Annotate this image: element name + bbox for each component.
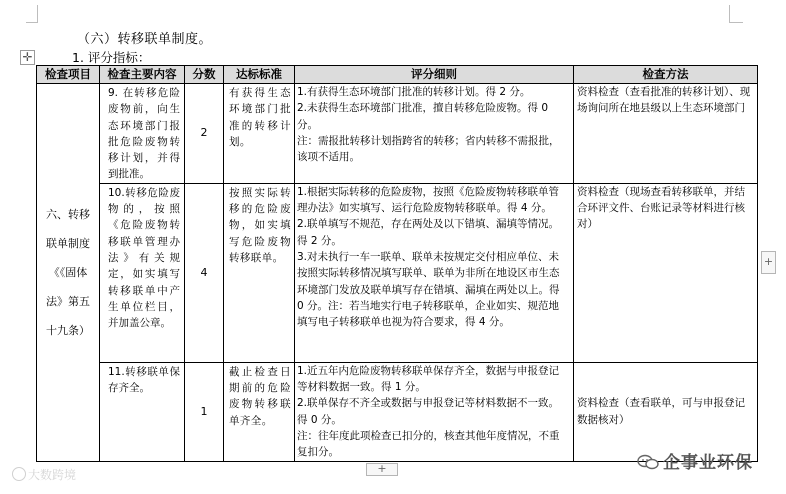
wechat-icon: [637, 454, 659, 470]
crop-mark-top-right: [729, 5, 743, 23]
brand-watermark: [12, 466, 76, 483]
standard-cell: 截止检查日期前的危险废物转移联单齐全。: [224, 362, 295, 461]
table-row: [37, 84, 758, 184]
section-title: （六）转移联单制度。: [77, 32, 213, 47]
rule-line: 2.未获得生态环境部门批准，擅自转移危险废物。得 0 分。: [297, 102, 549, 131]
header-check-item: 检查项目: [37, 66, 100, 84]
crop-mark-top-left: [26, 5, 38, 23]
score-cell: 1: [185, 362, 224, 461]
scoring-rules-cell: [295, 362, 574, 461]
scoring-table: [36, 65, 758, 462]
score-cell: 2: [185, 84, 224, 184]
wechat-watermark: [637, 448, 753, 473]
header-check-method: 检查方法: [574, 66, 758, 84]
main-content-cell: 11.转移联单保存齐全。: [100, 362, 185, 461]
table-row: [37, 362, 758, 461]
rule-line: 1.有获得生态环境部门批准的转移计划。得 2 分。: [297, 86, 531, 98]
check-method-cell: 资料检查（查看批准的转移计划）、现场询问所在地县级以上生态环境部门: [574, 84, 758, 184]
main-content-cell: 9. 在转移危险废物前，向生态环境部门报批危险废物转移计划，并得到批准。: [100, 84, 185, 184]
rule-note: 注：需报批转移计划指跨省的转移；省内转移不需报批，该项不适用。: [297, 134, 560, 164]
check-item-line: 联单制度: [46, 236, 90, 250]
main-content-cell: 10.转移危险废物的，按照《危险废物转移联单管理办法》有关规定，如实填写转移联单中产生单位栏目，并加盖公章。: [100, 183, 185, 362]
check-item-line: 六、转移: [46, 207, 90, 221]
table-move-handle-icon[interactable]: ✛: [20, 50, 35, 65]
check-item-line: 法》第五: [46, 294, 90, 308]
header-scoring-rules: 评分细则: [295, 66, 574, 84]
header-main-content: 检查主要内容: [100, 66, 185, 84]
check-item-cell: [37, 84, 100, 462]
table-header-row: [37, 66, 758, 84]
standard-cell: 按照实际转移的危险废物，如实填写危险废物转移联单。: [224, 183, 295, 362]
header-score: 分数: [185, 66, 224, 84]
rule-line: 1.近五年内危险废物转移联单保存齐全，数据与申报登记等材料数据一致。得 1 分。: [297, 364, 560, 394]
add-column-button[interactable]: +: [761, 251, 776, 274]
wechat-watermark-text: 企事业环保: [663, 453, 753, 473]
rule-note: 注：往年度此项检查已扣分的，核查其他年度情况，不重复扣分。: [297, 429, 560, 459]
add-row-button[interactable]: +: [366, 463, 398, 476]
rule-line: 1.根据实际转移的危险废物，按照《危险废物转移联单管理办法》如实填写、运行危险废物转移联单。得 4 分。: [297, 185, 560, 215]
table-row: [37, 183, 758, 362]
check-item-line: 十九条）: [46, 323, 90, 337]
rule-line: 3.对未执行一车一联单、联单未按规定交付相应单位、未按照实际转移情况填写联单、联单为非所在地设区市生态环境部门发放及联单填写存在错填、漏填在两处以上。得 0 分。注：若当地实行电子转移联单，企业如实、规范地填写电子转移联单也视为符合要求，得 4 分。: [297, 250, 560, 329]
check-method-cell: 资料检查（查看联单，可与申报登记数据核对）: [574, 362, 758, 461]
scoring-rules-cell: [295, 84, 574, 184]
score-cell: 4: [185, 183, 224, 362]
check-item-line: 《《固体: [48, 265, 88, 279]
brand-watermark-text: 大数跨境: [28, 468, 77, 482]
subtitle: 1. 评分指标：: [72, 50, 151, 65]
rule-line: 2.联单保存不齐全或数据与申报登记等材料数据不一致。得 0 分。: [297, 397, 560, 426]
standard-cell: 有获得生态环境部门批准的转移计划。: [224, 84, 295, 184]
check-method-cell: 资料检查（现场查看转移联单，并结合环评文件、台账记录等材料进行核对）: [574, 183, 758, 362]
brand-logo-icon: [12, 467, 26, 481]
header-standard: 达标标准: [224, 66, 295, 84]
rule-line: 2.联单填写不规范，存在两处及以下错填、漏填等情况。得 2 分。: [297, 218, 560, 247]
scoring-rules-cell: [295, 183, 574, 362]
